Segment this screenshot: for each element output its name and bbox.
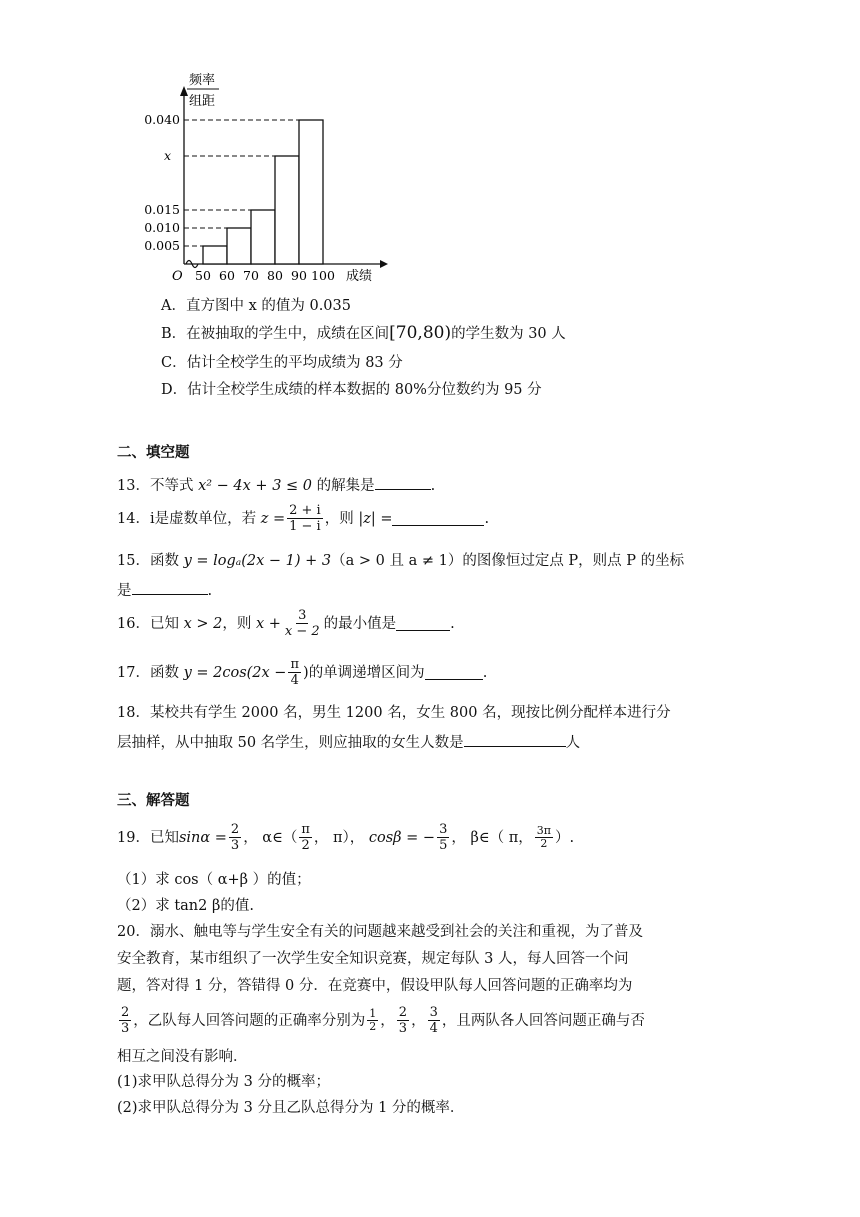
question-19-part1: （1）求 cos（ α+β ）的值； [117, 872, 311, 888]
question-13: 13．不等式 x² − 4x + 3 ≤ 0 的解集是 . [117, 475, 435, 496]
histogram-bar [299, 120, 323, 264]
question-18-line2: 层抽样，从中抽取 50 名学生，则应抽取的女生人数是 人 [117, 732, 580, 753]
x-tick-label: 90 [291, 268, 307, 283]
question-20-line3: 题，答对得 1 分，答错得 0 分．在竞赛中，假设甲队每人回答问题的正确率均为 [117, 978, 633, 994]
y-axis-arrow [180, 86, 188, 96]
x-tick-label: 70 [243, 268, 259, 283]
question-20-line5: 相互之间没有影响． [117, 1049, 248, 1065]
section-heading-fill-in: 二、填空题 [117, 445, 190, 461]
interval: [70,80) [389, 323, 452, 343]
question-15: 15．函数 y = logₐ(2x − 1) + 3（a > 0 且 a ≠ 1）的图像恒过定点 P，则点 P 的坐标 [117, 553, 685, 569]
histogram-bar [203, 246, 227, 264]
x-tick-label: 60 [219, 268, 235, 283]
y-tick-label: 0.040 [144, 112, 180, 127]
question-19: 19．已知 sinα = $\frac{2}{3}$ ， α∈（ $\frac{\pi}{2}$ ， π）， cosβ = − $\frac{3}{5}$ ， β∈（ π， $\frac{3\pi}{2}$ ）. [117, 822, 575, 853]
question-18: 18．某校共有学生 2000 名，男生 1200 名，女生 800 名，现按比例分配样本进行分 [117, 705, 671, 721]
question-20-line1: 20．溺水、触电等与学生安全有关的问题越来越受到社会的关注和重视，为了普及 [117, 924, 643, 940]
y-tick-label: 0.015 [144, 202, 180, 217]
option-b: B．在被抽取的学生中，成绩在区间[70,80)的学生数为 30 人 [161, 323, 566, 343]
question-16: 16．已知 x > 2 ，则 x + $\frac{3}{x - 2}$ 的最小值是 . [117, 608, 455, 639]
question-20-part2: (2)求甲队总得分为 3 分且乙队总得分为 1 分的概率． [117, 1100, 465, 1116]
y-tick-label: 0.010 [144, 220, 180, 235]
question-20-part1: (1)求甲队总得分为 3 分的概率； [117, 1074, 330, 1090]
option-c: C．估计全校学生的平均成绩为 83 分 [161, 355, 403, 371]
x-axis-arrow [380, 260, 388, 268]
x-tick-label: 50 [195, 268, 211, 283]
option-a: A．直方图中 x 的值为 0.035 [161, 298, 351, 314]
x-tick-label: 80 [267, 268, 283, 283]
histogram-chart [140, 60, 400, 290]
origin-label: O [172, 269, 183, 284]
question-15-line2: 是 . [117, 580, 212, 601]
question-20-line2: 安全教育，某市组织了一次学生安全知识竞赛，规定每队 3 人，每人回答一个问 [117, 951, 629, 967]
histogram-bar [227, 228, 251, 264]
histogram-bar [251, 210, 275, 264]
x-axis-label: 成绩 [346, 269, 373, 284]
question-14: 14． i 是虚数单位，若 z = $\frac{2 + i}{1 - i}$ ，则 |z| = . [117, 503, 490, 534]
y-tick-label: 0.005 [144, 238, 180, 253]
section-heading-solutions: 三、解答题 [117, 793, 190, 809]
y-axis-label-bottom: 组距 [189, 94, 216, 109]
histogram-bar [275, 156, 299, 264]
option-d: D．估计全校学生成绩的样本数据的 80%分位数约为 95 分 [161, 382, 542, 398]
x-tick-label: 100 [311, 268, 335, 283]
y-axis-label-top: 频率 [189, 73, 216, 88]
y-tick-label: x [164, 148, 172, 163]
question-20-line4: $\frac{2}{3}$ ，乙队每人回答问题的正确率分别为 $\frac{1}{2}$ ， $\frac{2}{3}$ ， $\frac{3}{4}$ ，且两队各人回答问题正确与否 [121, 1005, 645, 1036]
question-19-part2: （2）求 tan2 β的值. [117, 898, 254, 914]
question-17: 17．函数 y = 2cos(2x − $\frac{\pi}{4}$ ) 的单调递增区间为 . [117, 657, 488, 688]
